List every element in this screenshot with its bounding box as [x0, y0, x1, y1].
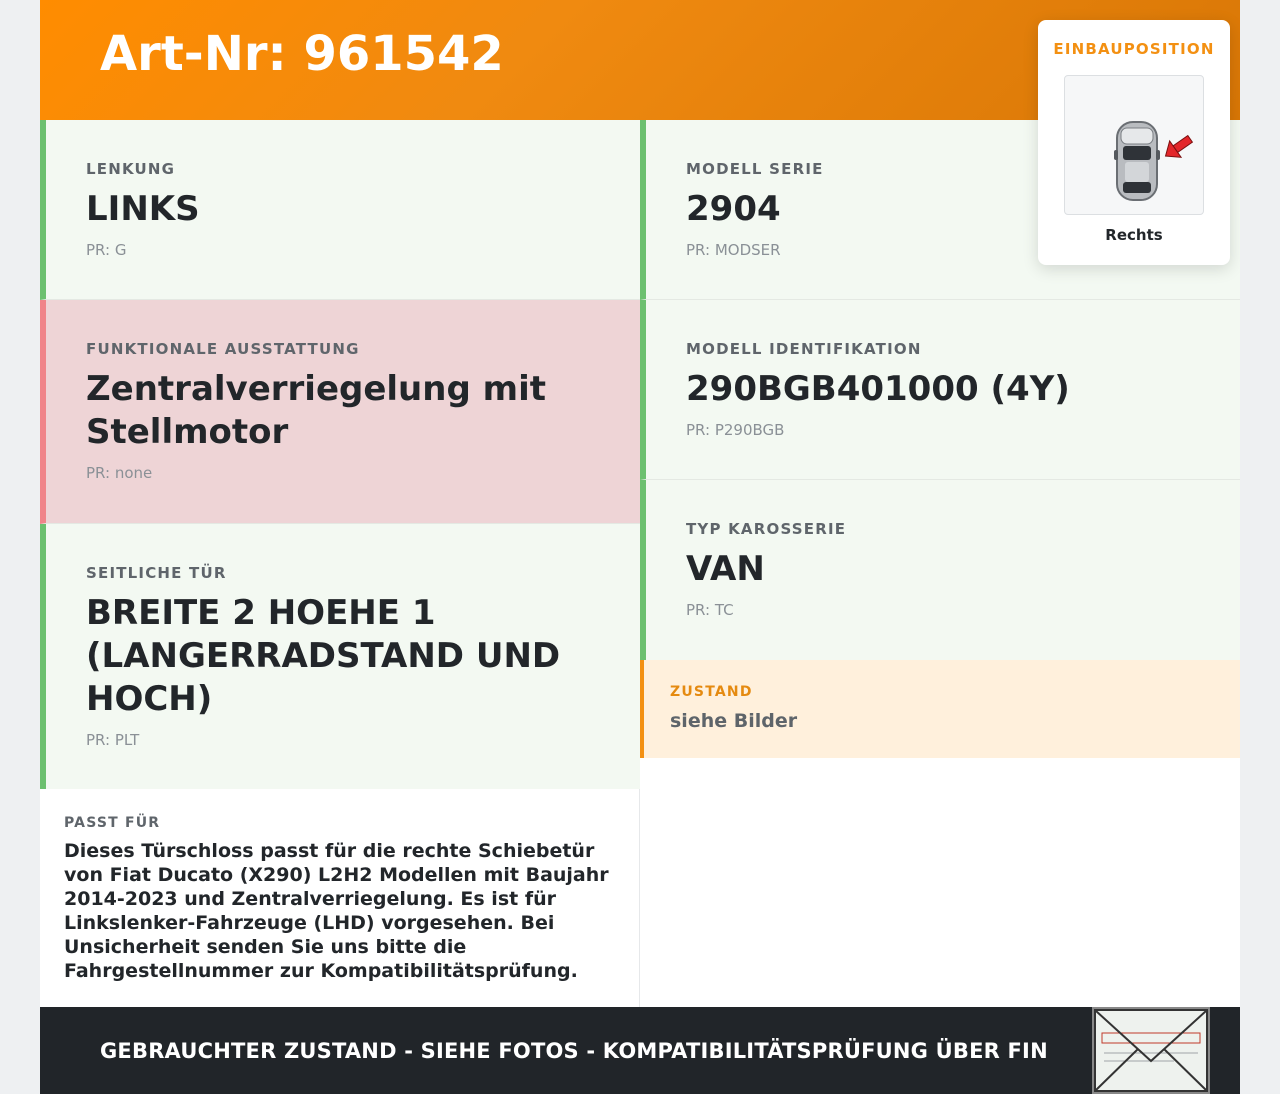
spec-label: TYP KAROSSERIE [686, 520, 847, 538]
spec-pr-code: PR: none [86, 464, 153, 482]
spec-pr-code: PR: P290BGB [686, 421, 785, 439]
spec-card-modell-identifikation [640, 300, 1240, 480]
footer-text: GEBRAUCHTER ZUSTAND - SIEHE FOTOS - KOMPATIBILITÄTSPRÜFUNG ÜBER FIN [100, 1039, 1048, 1063]
spec-pr-code: PR: MODSER [686, 241, 781, 259]
fits-section [40, 789, 640, 1007]
installation-image [1064, 75, 1204, 215]
spec-label: MODELL IDENTIFIKATION [686, 340, 922, 358]
spec-label: LENKUNG [86, 160, 176, 178]
installation-position-value: Rechts [1105, 226, 1163, 244]
page-title: Art-Nr: 961542 [100, 26, 504, 82]
condition-value: siehe Bilder [670, 710, 798, 732]
spec-pr-code: PR: TC [686, 601, 734, 619]
installation-position-card [1038, 20, 1230, 265]
condition-label: ZUSTAND [670, 684, 753, 700]
footer-banner [40, 1007, 1240, 1094]
fits-description: Dieses Türschloss passt für die rechte Schiebetür von Fiat Ducato (X290) L2H2 Modellen mit Baujahr 2014-2023 und Zentralverriegelung. Es ist für Linkslenker-Fahrzeuge (LHD) vorgesehen. Bei Unsicherheit senden Sie uns bitte die Fahrgestellnummer zur Kompatibilitätsprüfung. [64, 840, 609, 982]
spec-card-typ-karosserie [640, 480, 1240, 661]
spec-value: Zentralverriegelung mit Stellmotor [86, 369, 546, 452]
spec-value: BREITE 2 HOEHE 1 (LANGERRADSTAND UND HOCH) [86, 593, 561, 719]
spec-card-seitliche-tuer [40, 524, 640, 790]
page [40, 0, 1240, 1094]
red-arrow-icon [1160, 131, 1196, 165]
document-envelope-icon[interactable] [1092, 1007, 1210, 1094]
spec-card-funktionale-ausstattung [40, 300, 640, 524]
spec-pr-code: PR: PLT [86, 731, 140, 749]
spec-value: 290BGB401000 (4Y) [686, 369, 1070, 409]
left-column [40, 120, 640, 790]
condition-box [640, 660, 1240, 758]
spec-label: MODELL SERIE [686, 160, 824, 178]
fits-label: PASST FÜR [64, 815, 161, 831]
spec-value: 2904 [686, 189, 781, 229]
installation-label: EINBAUPOSITION [1053, 40, 1215, 58]
spec-label: SEITLICHE TÜR [86, 564, 227, 582]
spec-pr-code: PR: G [86, 241, 127, 259]
spec-label: FUNKTIONALE AUSSTATTUNG [86, 340, 360, 358]
car-top-view-icon [1065, 76, 1205, 216]
spec-value: VAN [686, 549, 765, 589]
spec-value: LINKS [86, 189, 200, 229]
spec-card-lenkung [40, 120, 640, 300]
